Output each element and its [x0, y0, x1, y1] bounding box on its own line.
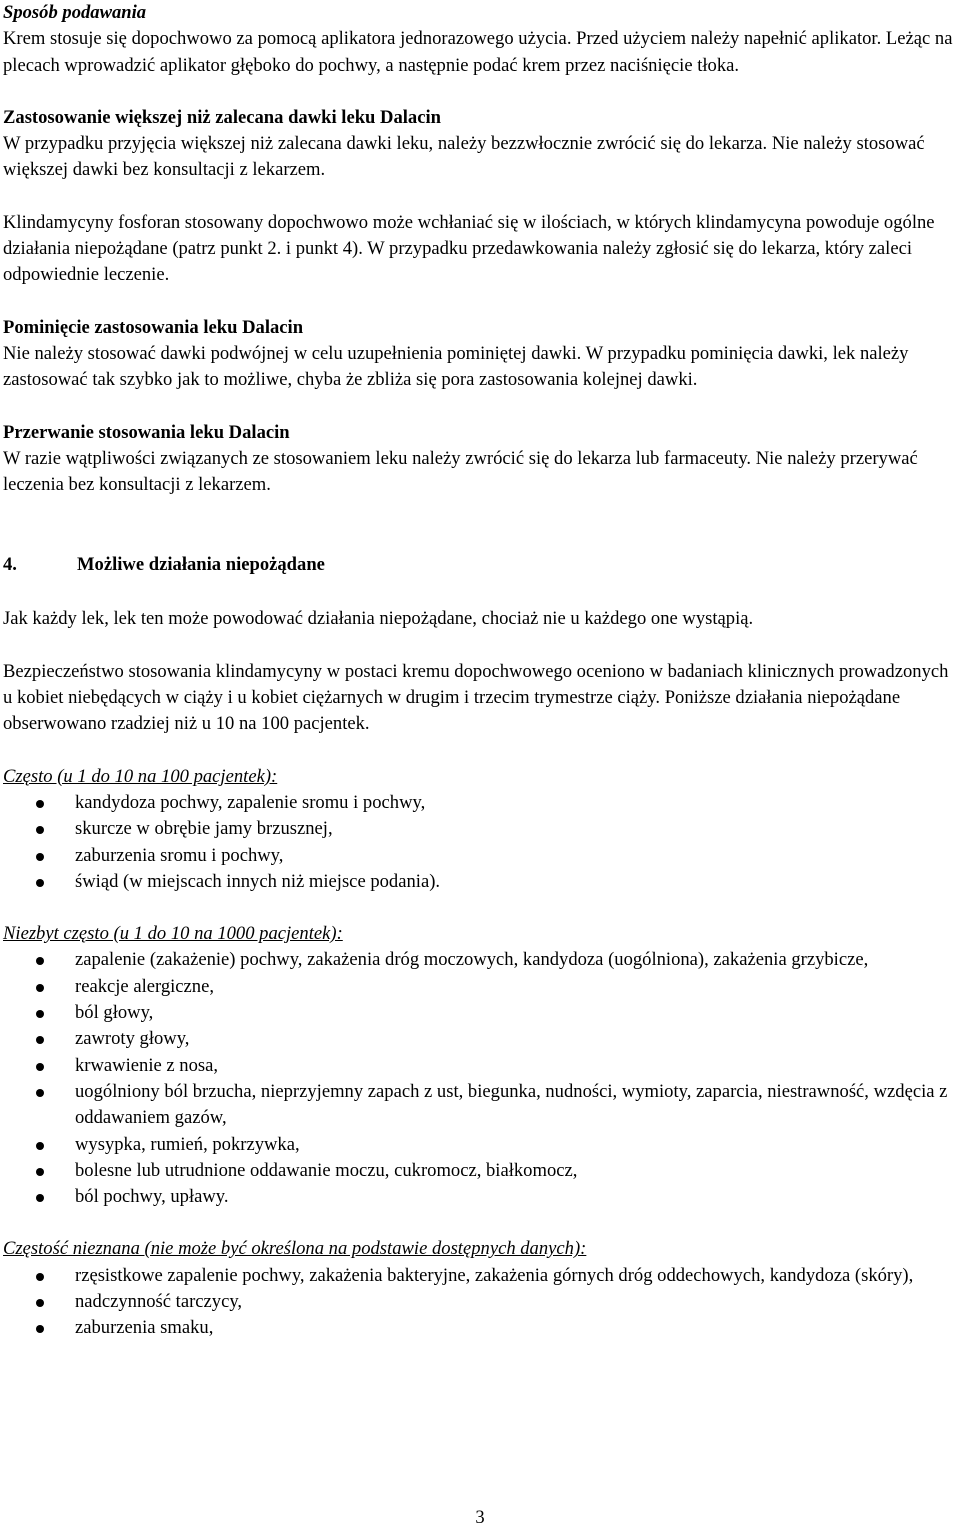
list-item: nadczynność tarczycy,: [3, 1289, 960, 1315]
common-list: [3, 790, 960, 895]
overdose-text: W przypadku przyjęcia większej niż zalecana dawki leku, należy bezzwłocznie zwrócić się do lekarza. Nie należy stosować większej dawki bez konsultacji z lekarzem.: [3, 133, 925, 181]
bullet-icon: [36, 1194, 44, 1202]
safety-text: Bezpieczeństwo stosowania klindamycyny w postaci kremu dopochwowego oceniono w badaniach klinicznych prowadzonych u kobiet niebędących w ciąży i u kobiet ciężarnych w drugim i trzecim trymestrze ciąży. Poniższe działania niepożądane obserwowano rzadziej niż u 10 na 100 pacjentek.: [3, 660, 949, 735]
bullet-icon: [36, 800, 44, 808]
list-item: uogólniony ból brzucha, nieprzyjemny zapach z ust, biegunka, nudności, wymioty, zaparcia, niestrawność, wzdęcia z oddawaniem gazów,: [3, 1079, 960, 1132]
common-section: [3, 764, 960, 895]
bullet-icon: [36, 1273, 44, 1281]
administration-text: Krem stosuje się dopochwowo za pomocą aplikatora jednorazowego użycia. Przed użyciem należy napełnić aplikator. Leżąc na plecach wprowadzić aplikator głęboko do pochwy, a następnie podać krem przez naciśnięcie tłoka.: [3, 28, 953, 76]
list-item: reakcje alergiczne,: [3, 974, 960, 1000]
bullet-icon: [36, 879, 44, 887]
list-item: zaburzenia smaku,: [3, 1315, 960, 1341]
list-item: krwawienie z nosa,: [3, 1053, 960, 1079]
list-item: zapalenie (zakażenie) pochwy, zakażenia dróg moczowych, kandydoza (uogólniona), zakażenia grzybicze,: [3, 947, 960, 973]
list-item: ból głowy,: [3, 1000, 960, 1026]
list-item: zaburzenia sromu i pochwy,: [3, 843, 960, 869]
missed-dose-section: [3, 315, 960, 394]
bullet-icon: [36, 1089, 44, 1097]
list-item: ból pochwy, upławy.: [3, 1184, 960, 1210]
missed-dose-heading: Pominięcie zastosowania leku Dalacin: [3, 316, 304, 338]
common-heading: Często (u 1 do 10 na 100 pacjentek):: [3, 765, 278, 787]
list-item: bolesne lub utrudnione oddawanie moczu, cukromocz, białkomocz,: [3, 1158, 960, 1184]
administration-section: [3, 0, 960, 79]
bullet-icon: [36, 1325, 44, 1333]
page-number: 3: [475, 1507, 485, 1528]
missed-dose-text: Nie należy stosować dawki podwójnej w celu uzupełnienia pominiętej dawki. W przypadku pominięcia dawki, lek należy zastosować tak szybko jak to możliwe, chyba że zbliża się pora zastosowania kolejnej dawki.: [3, 342, 909, 391]
bullet-icon: [36, 957, 44, 965]
bullet-icon: [36, 853, 44, 861]
bullet-icon: [36, 1168, 44, 1176]
stopping-section: [3, 420, 960, 499]
section-4-heading: [3, 550, 960, 580]
leaflet-page: [3, 0, 960, 1342]
bullet-icon: [36, 1010, 44, 1018]
unknown-frequency-heading: Częstość nieznana (nie może być określona na podstawie dostępnych danych):: [3, 1238, 587, 1260]
side-effects-intro: Jak każdy lek, lek ten może powodować działania niepożądane, chociaż nie u każdego one wystąpią.: [3, 608, 754, 630]
list-item: kandydoza pochwy, zapalenie sromu i pochwy,: [3, 790, 960, 816]
section-4-number: 4.: [3, 554, 17, 576]
bullet-icon: [36, 826, 44, 834]
bullet-icon: [36, 984, 44, 992]
overdose-section: [3, 105, 960, 289]
list-item: rzęsistkowe zapalenie pochwy, zakażenia bakteryjne, zakażenia górnych dróg oddechowych, kandydoza (skóry),: [3, 1263, 960, 1289]
stopping-heading: Przerwanie stosowania leku Dalacin: [3, 421, 290, 443]
uncommon-section: [3, 921, 960, 1210]
uncommon-list: [3, 947, 960, 1210]
uncommon-heading: Niezbyt często (u 1 do 10 na 1000 pacjentek):: [3, 923, 343, 945]
list-item: zawroty głowy,: [3, 1026, 960, 1052]
list-item: skurcze w obrębie jamy brzusznej,: [3, 816, 960, 842]
overdose-heading: Zastosowanie większej niż zalecana dawki leku Dalacin: [3, 106, 441, 128]
stopping-text: W razie wątpliwości związanych ze stosowaniem leku należy zwrócić się do lekarza lub farmaceuty. Nie należy przerywać leczenia bez konsultacji z lekarzem.: [3, 447, 918, 496]
unknown-frequency-section: [3, 1236, 960, 1341]
overdose-absorption-text: Klindamycyny fosforan stosowany dopochwowo może wchłaniać się w ilościach, w których klindamycyna powoduje ogólne działania niepożądane (patrz punkt 2. i punkt 4). W przypadku przedawkowania należy zgłosić się do lekarza, który zaleci odpowiednie leczenie.: [3, 211, 935, 286]
bullet-icon: [36, 1142, 44, 1150]
bullet-icon: [36, 1299, 44, 1307]
bullet-icon: [36, 1063, 44, 1071]
administration-heading: Sposób podawania: [3, 2, 147, 23]
unknown-frequency-list: [3, 1263, 960, 1342]
bullet-icon: [36, 1036, 44, 1044]
list-item: wysypka, rumień, pokrzywka,: [3, 1132, 960, 1158]
list-item: świąd (w miejscach innych niż miejsce podania).: [3, 869, 960, 895]
section-4-title: Możliwe działania niepożądane: [77, 554, 325, 576]
